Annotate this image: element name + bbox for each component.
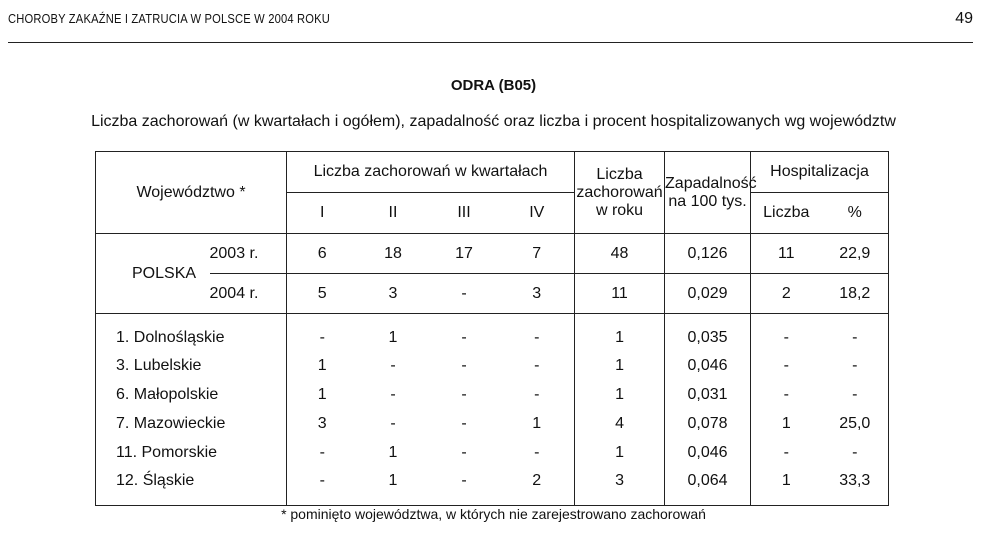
col-q4: IV	[500, 193, 575, 234]
cell-q2: 1	[388, 328, 398, 346]
cell-total: 1	[575, 439, 665, 468]
cell-percent: -	[822, 352, 889, 381]
voivodeship-name: 6. Małopolskie	[96, 381, 287, 410]
cell-q1: -	[287, 468, 358, 506]
cell-q4: 3	[500, 274, 575, 314]
cell-incidence: 0,035	[665, 314, 751, 352]
cell-hosp: -	[783, 357, 789, 374]
voivodeship-name: 1. Dolnośląskie	[96, 314, 287, 352]
cell-total: 1	[575, 381, 665, 410]
running-head-title: CHOROBY ZAKAŹNE I ZATRUCIA W POLSCE W 2004 ROKU	[8, 11, 331, 26]
cell-q3: -	[461, 328, 467, 346]
table-row	[96, 352, 889, 381]
cell-total: 1	[575, 314, 665, 352]
col-cases-line1: Liczba	[596, 165, 643, 183]
header-rule	[8, 42, 973, 43]
cell-incidence: 0,064	[665, 468, 751, 506]
cell-q1: -	[319, 328, 325, 346]
cell-total: 4	[575, 410, 665, 439]
cell-q1: 3	[317, 415, 327, 432]
col-incidence-line2: na 100 tys.	[668, 192, 747, 210]
table-title: ODRA (B05)	[450, 77, 537, 94]
col-cases-year	[575, 152, 665, 234]
cell-q4: 7	[500, 234, 575, 274]
col-q2: II	[358, 193, 429, 234]
cell-percent: 18,2	[822, 274, 889, 314]
cell-hosp: -	[783, 386, 789, 403]
footnote: * pominięto województwa, w których nie zarejestrowano zachorowań	[281, 506, 706, 522]
cell-total: 11	[575, 274, 665, 314]
cell-q1: -	[319, 444, 325, 461]
cell-incidence: 0,029	[665, 274, 751, 314]
cell-q3: -	[461, 444, 467, 461]
table-row	[96, 381, 889, 410]
cell-percent: 33,3	[822, 468, 889, 506]
cell-q4: -	[500, 381, 575, 410]
cell-incidence: 0,046	[665, 439, 751, 468]
cell-hosp: 1	[781, 415, 791, 432]
cell-q3: -	[429, 468, 500, 506]
voivodeship-name: 3. Lubelskie	[96, 352, 287, 381]
cell-q1: 1	[317, 357, 327, 374]
cell-hosp: 1	[751, 468, 822, 506]
voivodeship-name: 11. Pomorskie	[96, 439, 287, 468]
table-row	[96, 410, 889, 439]
polska-year: 2004 r.	[210, 274, 287, 314]
cell-total: 48	[575, 234, 665, 274]
cell-percent: -	[822, 314, 889, 352]
cell-hosp: 11	[751, 234, 822, 274]
cell-hosp: -	[783, 328, 789, 346]
cell-percent: -	[822, 439, 889, 468]
col-q3: III	[429, 193, 500, 234]
cell-q2: 1	[358, 468, 429, 506]
cell-percent: 25,0	[822, 410, 889, 439]
cell-q3: -	[461, 357, 467, 374]
cell-percent: 22,9	[822, 234, 889, 274]
col-cases-line3: w roku	[595, 201, 644, 219]
cell-q2: -	[390, 386, 396, 403]
col-incidence	[665, 152, 757, 234]
cell-q3: -	[461, 415, 467, 432]
cell-incidence: 0,031	[665, 381, 751, 410]
voivodeship-name: 12. Śląskie	[96, 468, 287, 506]
table-row	[96, 274, 889, 314]
cell-incidence: 0,078	[665, 410, 751, 439]
voivodeship-section	[96, 314, 889, 506]
table-row	[96, 468, 889, 506]
col-quarters-group: Liczba zachorowań w kwartałach	[287, 152, 575, 193]
cell-q2: -	[390, 415, 396, 432]
cell-q3: -	[429, 274, 500, 314]
table-header	[96, 152, 889, 234]
col-voivodeship: Województwo *	[96, 152, 287, 234]
polska-year: 2003 r.	[210, 234, 287, 274]
cell-total: 1	[575, 352, 665, 381]
polska-label: POLSKA	[96, 234, 210, 314]
cell-q2: -	[390, 357, 396, 374]
page-number: 49	[955, 10, 973, 27]
table-row	[96, 439, 889, 468]
cell-hosp: -	[783, 444, 789, 461]
voivodeship-name: 7. Mazowieckie	[96, 410, 287, 439]
table-subtitle: Liczba zachorowań (w kwartałach i ogółem), zapadalność oraz liczba i procent hospitalizowanych wg województw	[91, 113, 896, 130]
cell-q4: 1	[500, 410, 575, 439]
table-row	[96, 314, 889, 352]
polska-section	[96, 234, 889, 314]
cell-q3: -	[461, 386, 467, 403]
cell-q1: 1	[317, 386, 327, 403]
col-hospitalization-group: Hospitalizacja	[751, 152, 889, 193]
col-q1: I	[287, 193, 358, 234]
cell-q2: 3	[358, 274, 429, 314]
cell-q4: -	[500, 439, 575, 468]
cell-incidence: 0,126	[665, 234, 751, 274]
incidence-table	[95, 151, 889, 506]
cell-q4: -	[500, 352, 575, 381]
cell-q2: 18	[358, 234, 429, 274]
cell-q1: 6	[287, 234, 358, 274]
col-incidence-line1: Zapadalność	[665, 174, 757, 192]
table-row	[96, 234, 889, 274]
cell-incidence: 0,046	[665, 352, 751, 381]
cell-q3: 17	[429, 234, 500, 274]
cell-percent: -	[822, 381, 889, 410]
col-hosp-count: Liczba	[751, 193, 822, 234]
cell-total: 3	[575, 468, 665, 506]
cell-q4: 2	[500, 468, 575, 506]
cell-hosp: 2	[751, 274, 822, 314]
col-cases-line2: zachorowań	[576, 183, 663, 201]
cell-q1: 5	[287, 274, 358, 314]
cell-q4: -	[500, 314, 575, 352]
col-hosp-percent: %	[822, 193, 889, 234]
cell-q2: 1	[388, 444, 398, 461]
